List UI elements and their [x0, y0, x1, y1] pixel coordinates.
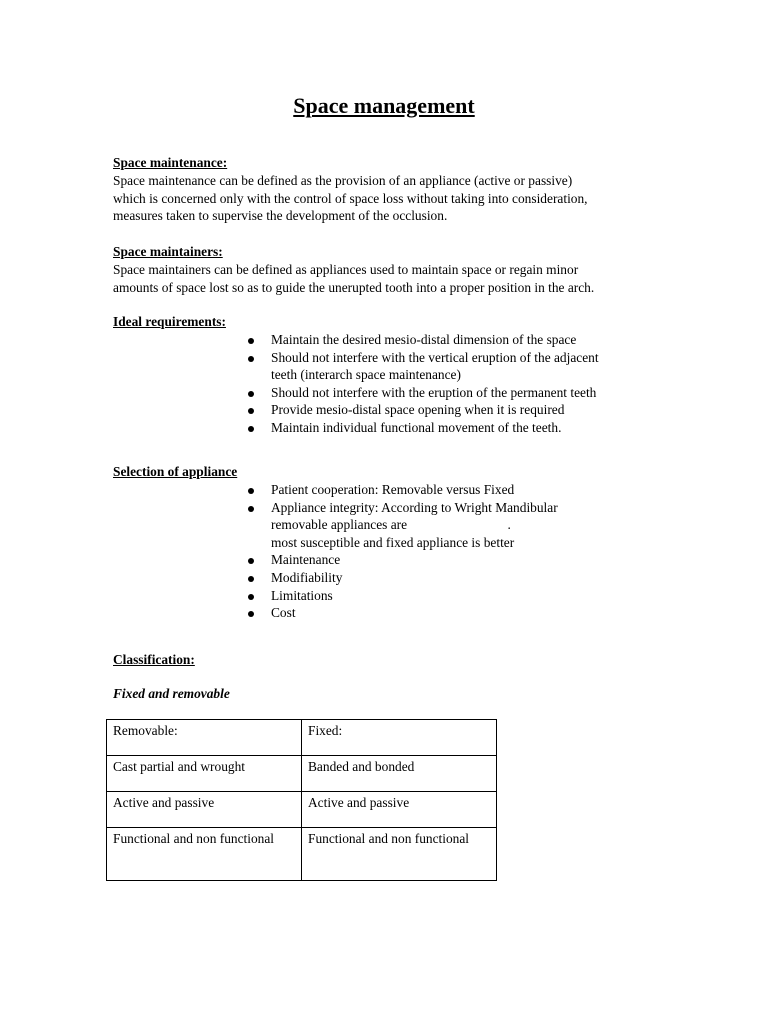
space-maintenance-line: measures taken to supervise the development of the occlusion. [113, 208, 448, 224]
list-item-text: Patient cooperation: Removable versus Fixed [271, 482, 515, 497]
bullet-icon [248, 506, 254, 512]
list-item [248, 349, 668, 384]
selection-list [248, 481, 668, 622]
list-item-text: teeth (interarch space maintenance) [271, 367, 461, 383]
list-item-text: Should not interfere with the eruption of the permanent teeth [271, 384, 597, 400]
table-row [107, 792, 497, 828]
bullet-icon [248, 426, 254, 432]
list-item-text: Maintenance [271, 552, 341, 568]
classification-subheading: Fixed and removable [113, 686, 230, 701]
space-maintenance-heading: Space maintenance: [113, 155, 228, 170]
list-item [248, 499, 668, 552]
list-item-text: Modifiability [271, 569, 343, 585]
table-cell: Cast partial and wrought [107, 756, 302, 792]
list-item-text: Maintain the desired mesio-distal dimension of the space [271, 332, 577, 347]
table-cell: Functional and non functional [302, 828, 497, 881]
table-cell: Fixed: [302, 720, 497, 756]
table-row [107, 828, 497, 881]
space-maintainers-heading: Space maintainers: [113, 244, 223, 259]
list-item [248, 481, 668, 499]
table-cell: Banded and bonded [302, 756, 497, 792]
list-item-text: Limitations [271, 587, 333, 603]
list-item [248, 331, 668, 349]
table-cell: Active and passive [107, 792, 302, 828]
selection-heading: Selection of appliance [113, 464, 238, 479]
list-item-text: Provide mesio-distal space opening when it is required [271, 402, 565, 418]
bullet-icon [248, 611, 254, 617]
table-row [107, 756, 497, 792]
bullet-icon [248, 576, 254, 582]
ideal-requirements-list [248, 331, 668, 437]
list-item [248, 419, 668, 437]
list-item-text: Appliance integrity: According to Wright Mandibular [271, 499, 558, 515]
space-maintenance-line: Space maintenance can be defined as the provision of an appliance (active or passive) [113, 172, 573, 188]
list-item [248, 587, 668, 605]
bullet-icon [248, 594, 254, 600]
bullet-icon [248, 488, 254, 494]
list-item-text: Should not interfere with the vertical eruption of the adjacent [271, 349, 599, 365]
table-cell: Removable: [107, 720, 302, 756]
table-cell: Functional and non functional [107, 828, 302, 881]
space-maintainers-line: amounts of space lost so as to guide the unerupted tooth into a proper position in the arch. [113, 279, 595, 295]
table-row [107, 720, 497, 756]
table-cell: Active and passive [302, 792, 497, 828]
list-item [248, 401, 668, 419]
classification-table [106, 719, 497, 881]
list-item [248, 551, 668, 569]
bullet-icon [248, 338, 254, 344]
page-title: Space management [293, 93, 475, 118]
list-item [248, 569, 668, 587]
list-item-text: most susceptible and fixed appliance is better [271, 534, 515, 550]
ideal-requirements-heading: Ideal requirements: [113, 314, 226, 329]
classification-heading: Classification: [113, 652, 195, 667]
space-maintenance-line: which is concerned only with the control of space loss without taking into consideration, [113, 190, 588, 206]
list-item-text: Cost [271, 605, 296, 621]
space-maintenance-section [113, 154, 673, 225]
space-maintainers-section [113, 243, 673, 296]
bullet-icon [248, 558, 254, 564]
space-maintainers-line: Space maintainers can be defined as appliances used to maintain space or regain minor [113, 261, 579, 277]
list-item [248, 604, 668, 622]
list-item-text: Maintain individual functional movement of the teeth. [271, 419, 562, 435]
list-item [248, 384, 668, 402]
classification-section [113, 651, 673, 669]
ideal-requirements-section [113, 313, 673, 331]
bullet-icon [248, 356, 254, 362]
selection-section [113, 463, 673, 481]
bullet-icon [248, 408, 254, 414]
list-item-text: removable appliances are . [271, 517, 511, 533]
bullet-icon [248, 391, 254, 397]
classification-subsection [113, 685, 673, 703]
